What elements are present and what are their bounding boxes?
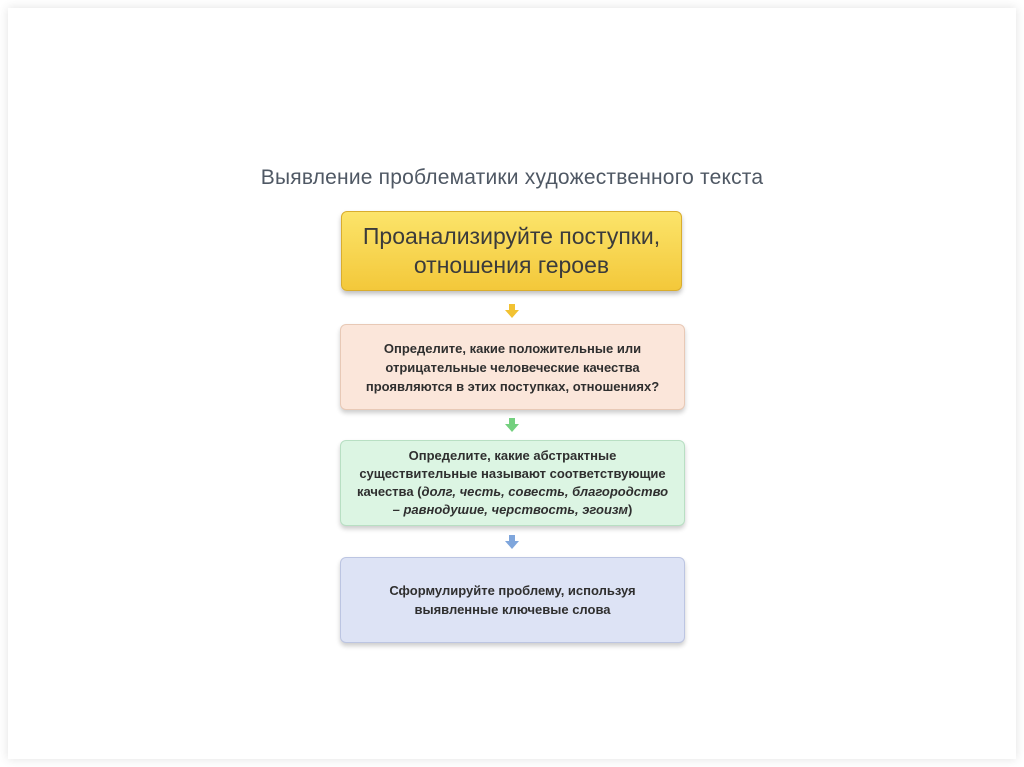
step-4-line-1: Сформулируйте проблему, используя (389, 583, 636, 598)
step-4-line-2: выявленные ключевые слова (414, 602, 611, 617)
step-2-box (340, 324, 685, 410)
step-3-line-1: Определите, какие абстрактные (408, 448, 617, 463)
step-2-line-2: отрицательные человеческие качества (385, 359, 640, 375)
step-3-line-3-prefix: качества ( (356, 484, 422, 499)
step-4-box (340, 557, 685, 643)
step-1-box (341, 211, 682, 291)
down-arrow-icon (505, 418, 519, 432)
step-3-line-4-suffix: ) (628, 502, 633, 517)
down-arrow-icon (505, 304, 519, 318)
step-2-line-1: Определите, какие положительные или (383, 340, 642, 356)
step-3-line-3-italic: долг, честь, совесть, благородство (421, 484, 669, 499)
step-3-line-4 (357, 501, 668, 519)
slide-title: Выявление проблематики художественного текста (260, 166, 764, 189)
down-arrow-icon (505, 535, 519, 549)
step-3-line-4-italic: – равнодушие, черствость, эгоизм (392, 502, 628, 517)
step-1-line-2: отношения героев (413, 252, 610, 278)
step-3-line-3 (357, 483, 668, 501)
step-2-line-3: проявляются в этих поступках, отношениях? (365, 378, 660, 394)
step-3-box (340, 440, 685, 526)
step-3-line-2: существительные называют соответствующие (359, 466, 666, 481)
step-1-line-1: Проанализируйте поступки, (362, 223, 661, 249)
